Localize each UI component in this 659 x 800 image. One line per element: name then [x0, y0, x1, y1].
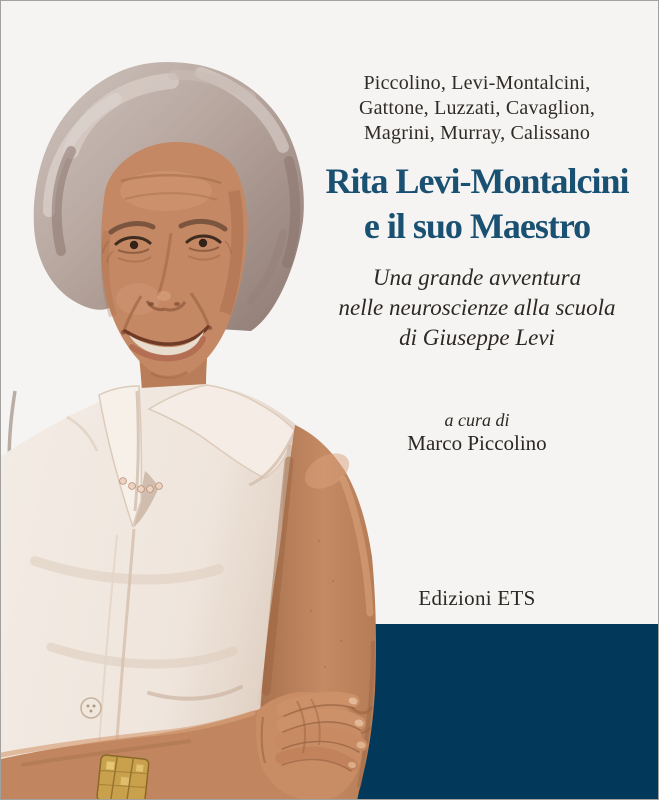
blouse-button	[81, 698, 101, 718]
face	[101, 142, 247, 378]
publisher-name: Edizioni ETS	[418, 586, 536, 610]
title-line-2: e il suo Maestro	[363, 206, 591, 246]
editor-credit	[301, 409, 653, 456]
author-line: Piccolino, Levi-Montalcini,	[363, 72, 591, 94]
subtitle-line: nelle neuroscienze alla scuola	[338, 295, 616, 320]
editor-prefix: a cura di	[444, 410, 510, 430]
subtitle-line: di Giuseppe Levi	[399, 325, 555, 350]
cover-text-column	[301, 1, 653, 799]
author-names	[301, 71, 653, 146]
book-subtitle	[301, 263, 653, 353]
editor-name: Marco Piccolino	[407, 431, 547, 455]
author-line: Gattone, Luzzati, Cavaglion,	[358, 97, 596, 119]
subtitle-line: Una grande avventura	[372, 265, 582, 290]
title-line-1: Rita Levi-Montalcini	[325, 161, 629, 201]
gold-bracelet	[97, 755, 150, 800]
author-line: Magrini, Murray, Calissano	[363, 122, 591, 144]
book-title	[301, 159, 653, 249]
